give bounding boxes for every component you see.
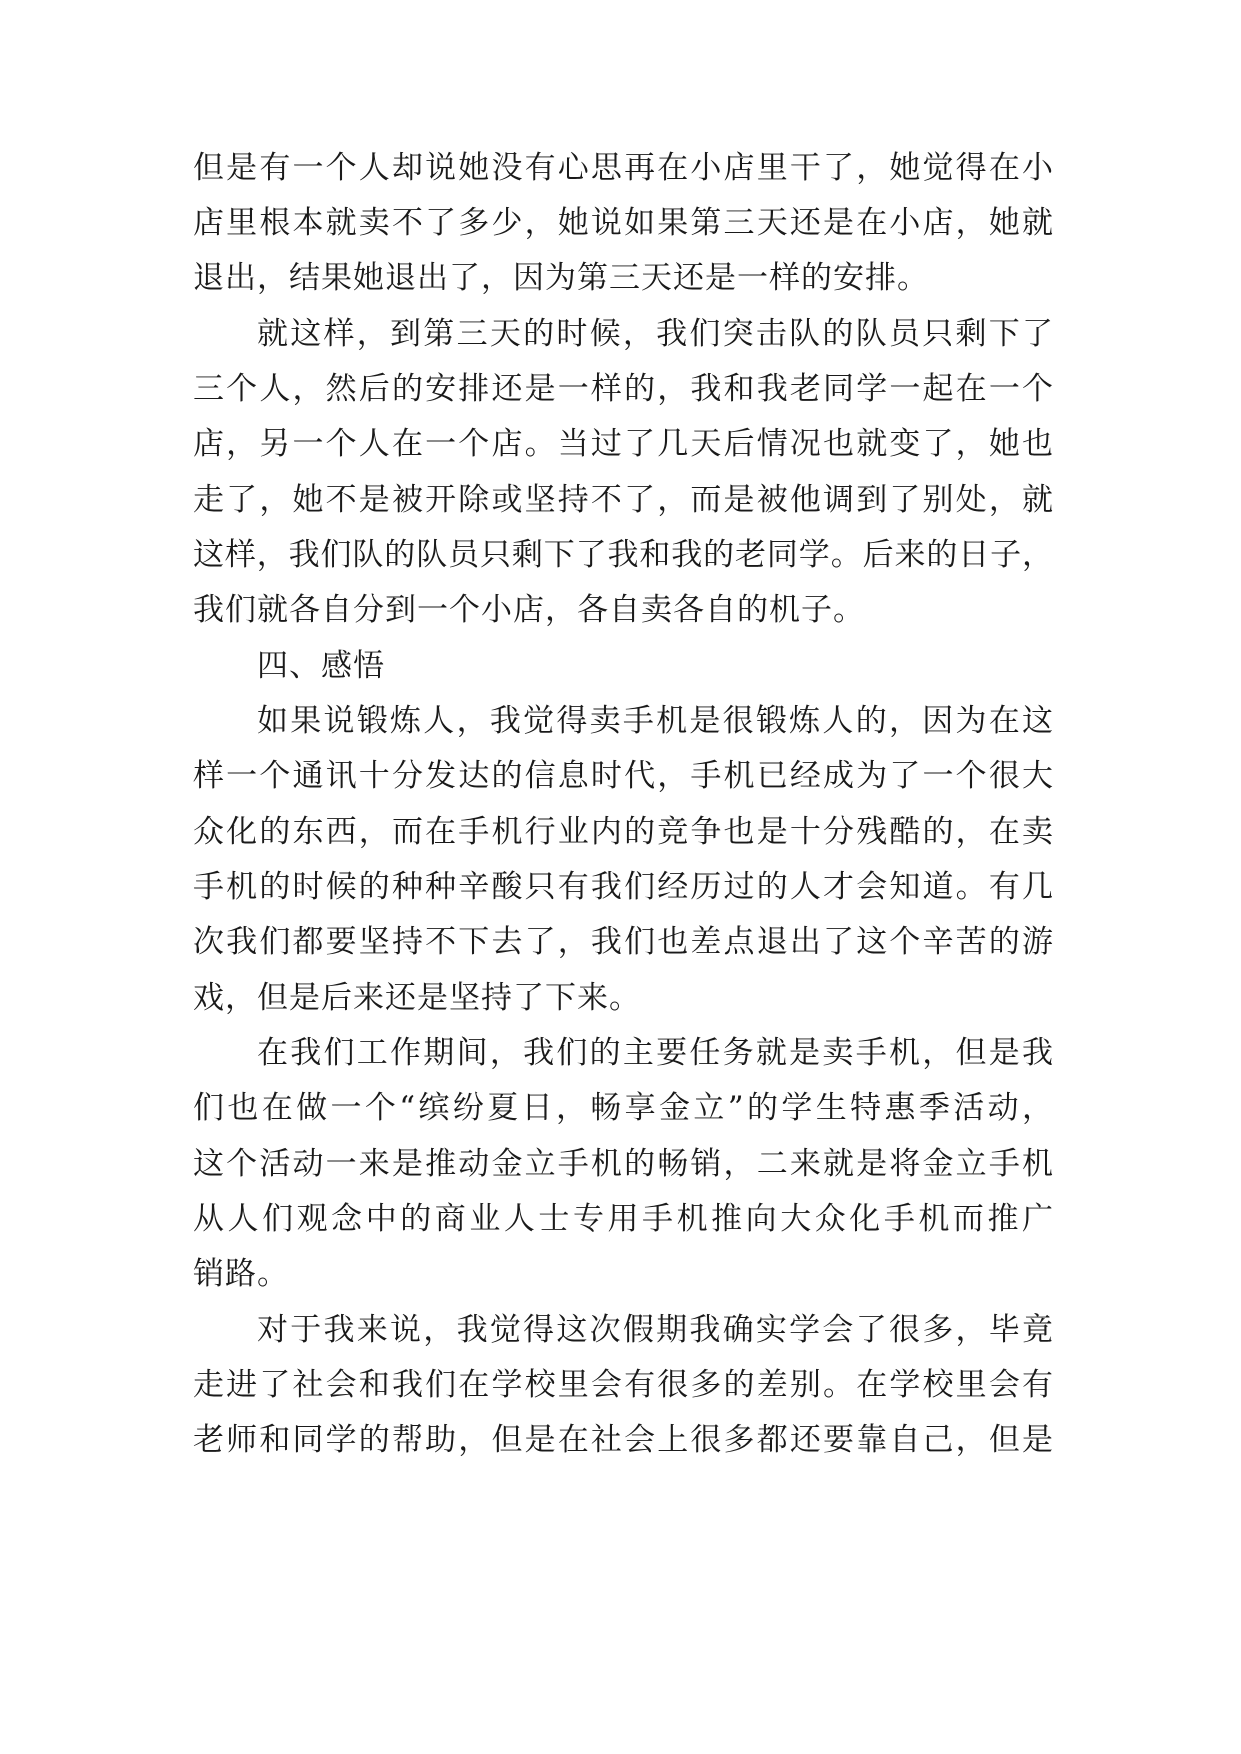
text-line: 我们就各自分到一个小店，各自卖各自的机子。: [193, 592, 865, 628]
text-line: 众化的东西，而在手机行业内的竞争也是十分残酷的，在卖: [193, 814, 1053, 850]
text-line: 们也在做一个“缤纷夏日，畅享金立”的学生特惠季活动，: [193, 1090, 1053, 1126]
text-line: 这个活动一来是推动金立手机的畅销，二来就是将金立手机: [193, 1146, 1053, 1182]
text-line: 走了，她不是被开除或坚持不了，而是被他调到了别处，就: [193, 482, 1053, 518]
text-line: 店里根本就卖不了多少，她说如果第三天还是在小店，她就: [193, 205, 1053, 241]
text-line: 老师和同学的帮助，但是在社会上很多都还要靠自己，但是: [193, 1422, 1053, 1458]
text-line: 店，另一个人在一个店。当过了几天后情况也就变了，她也: [193, 426, 1053, 462]
text-line: 但是有一个人却说她没有心思再在小店里干了，她觉得在小: [193, 150, 1053, 186]
text-line: 次我们都要坚持不下去了，我们也差点退出了这个辛苦的游: [193, 924, 1053, 960]
text-line: 手机的时候的种种辛酸只有我们经历过的人才会知道。有几: [193, 869, 1053, 905]
text-line: 从人们观念中的商业人士专用手机推向大众化手机而推广: [193, 1201, 1053, 1237]
text-line: 戏，但是后来还是坚持了下来。: [193, 980, 641, 1016]
text-line: 如果说锻炼人，我觉得卖手机是很锻炼人的，因为在这: [257, 703, 1053, 739]
text-line: 走进了社会和我们在学校里会有很多的差别。在学校里会有: [193, 1367, 1053, 1403]
text-line: 销路。: [193, 1256, 289, 1292]
text-line: 对于我来说，我觉得这次假期我确实学会了很多，毕竟: [257, 1312, 1053, 1348]
text-line: 退出，结果她退出了，因为第三天还是一样的安排。: [193, 260, 929, 296]
text-line: 就这样，到第三天的时候，我们突击队的队员只剩下了: [257, 316, 1053, 352]
text-line: 样一个通讯十分发达的信息时代，手机已经成为了一个很大: [193, 758, 1053, 794]
text-line: 三个人，然后的安排还是一样的，我和我老同学一起在一个: [193, 371, 1053, 407]
section-heading: 四、感悟: [257, 648, 385, 684]
text-line: 这样，我们队的队员只剩下了我和我的老同学。后来的日子，: [193, 537, 1053, 573]
text-line: 在我们工作期间，我们的主要任务就是卖手机，但是我: [257, 1035, 1053, 1071]
